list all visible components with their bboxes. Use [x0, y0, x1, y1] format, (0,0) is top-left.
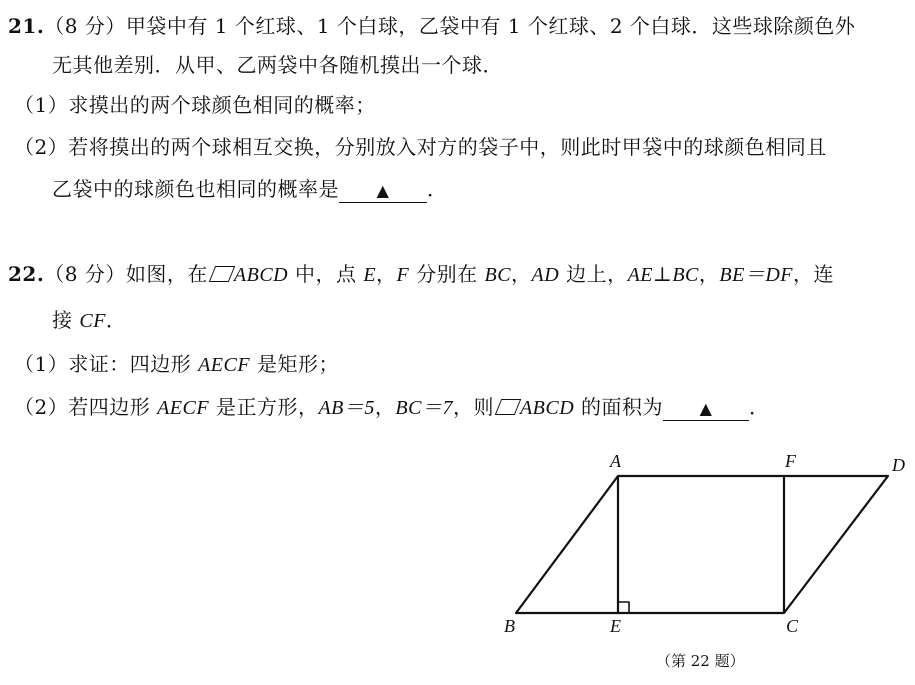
q22-stem-e2: ， — [511, 262, 532, 286]
q21-part2-text-2: 乙袋中的球颜色也相同的概率是 — [52, 177, 339, 201]
q22-part1 — [14, 352, 339, 377]
q22-points: （8 分） — [44, 262, 126, 286]
q22-part1-b: 是矩形； — [250, 352, 339, 376]
q21-points: （8 分） — [44, 14, 126, 38]
q21-stem-text-1: 甲袋中有 1 个红球、1 个白球，乙袋中有 1 个红球、2 个白球．这些球除颜色外 — [125, 14, 856, 38]
q22-stem-f2: 边上， — [559, 262, 628, 286]
q22-stem-line2 — [52, 308, 126, 333]
q22-stem-b: 中，点 — [288, 262, 364, 286]
label-d: D — [892, 455, 905, 475]
q22-answer-blank — [663, 396, 749, 421]
q22-be-eq-df: BE＝DF — [719, 264, 793, 286]
q22-bc-eq-7: BC＝7 — [395, 397, 453, 419]
q22-seg-bc: BC — [484, 264, 512, 286]
label-c: C — [786, 616, 799, 636]
q22-part2-d: ，则 — [452, 395, 494, 419]
q21-part2-line1 — [14, 135, 827, 159]
q21-part2-line2 — [52, 177, 448, 203]
q22-stem-line1 — [8, 262, 834, 287]
q21-end-mark: ． — [427, 177, 448, 201]
q22-part2-c: ， — [374, 395, 396, 419]
q22-blank-triangle: ▲ — [699, 399, 713, 418]
q22-stem-c: ， — [376, 262, 397, 286]
q22-part2-abcd: ABCD — [519, 397, 575, 419]
q21-stem-text-2: 无其他差别．从甲、乙两袋中各随机摸出一个球． — [52, 53, 503, 77]
q22-ab-eq-5: AB＝5 — [318, 397, 375, 419]
right-angle-mark — [618, 602, 629, 613]
q22-part1-aecf: AECF — [198, 354, 251, 376]
q22-part2 — [14, 395, 770, 421]
label-f: F — [785, 451, 796, 471]
q21-part1-text: （1）求摸出的两个球颜色相同的概率； — [14, 93, 376, 117]
q22-abcd: ABCD — [233, 264, 289, 286]
q22-point-e: E — [363, 264, 377, 286]
q21-part2-text-1: （2）若将摸出的两个球相互交换，分别放入对方的袋子中，则此时甲袋中的球颜色相同且 — [14, 135, 827, 159]
q22-point-f: F — [396, 264, 410, 286]
q21-stem-line1 — [8, 14, 855, 38]
q22-seg-ad: AD — [531, 264, 560, 286]
label-e: E — [610, 616, 621, 636]
q21-answer-blank — [339, 178, 427, 203]
q21-stem-line2 — [52, 53, 503, 77]
q22-stem-g: ， — [698, 262, 720, 286]
q22-part2-a: （2）若四边形 — [14, 395, 158, 419]
q22-part1-a: （1）求证：四边形 — [14, 352, 199, 376]
q22-stem-line2-a: 接 — [52, 308, 80, 332]
parallelogram-abcd — [516, 476, 888, 613]
q22-figure — [490, 440, 910, 680]
q22-part2-b: 是正方形， — [209, 395, 319, 419]
q22-stem-a: 如图，在 — [125, 262, 208, 286]
q22-ae-perp-bc: AE⊥BC — [627, 264, 699, 286]
label-a: A — [610, 451, 621, 471]
q22-seg-cf: CF — [79, 310, 106, 332]
q21-part1 — [14, 93, 376, 117]
q22-part2-e: 的面积为 — [574, 395, 664, 419]
label-b: B — [504, 616, 515, 636]
q21-number: 21. — [8, 14, 45, 38]
q22-stem-h: ，连 — [792, 262, 834, 286]
parallelogram-icon — [209, 266, 235, 282]
parallelogram-icon — [495, 399, 521, 415]
q22-number: 22. — [8, 262, 45, 286]
q22-stem-line2-b: ． — [105, 308, 127, 332]
q22-stem-d: 分别在 — [409, 262, 485, 286]
q22-part2-aecf: AECF — [157, 397, 210, 419]
q21-blank-triangle: ▲ — [376, 181, 390, 200]
q22-end-mark: ． — [749, 395, 770, 419]
figure-caption: （第 22 题） — [656, 652, 745, 670]
